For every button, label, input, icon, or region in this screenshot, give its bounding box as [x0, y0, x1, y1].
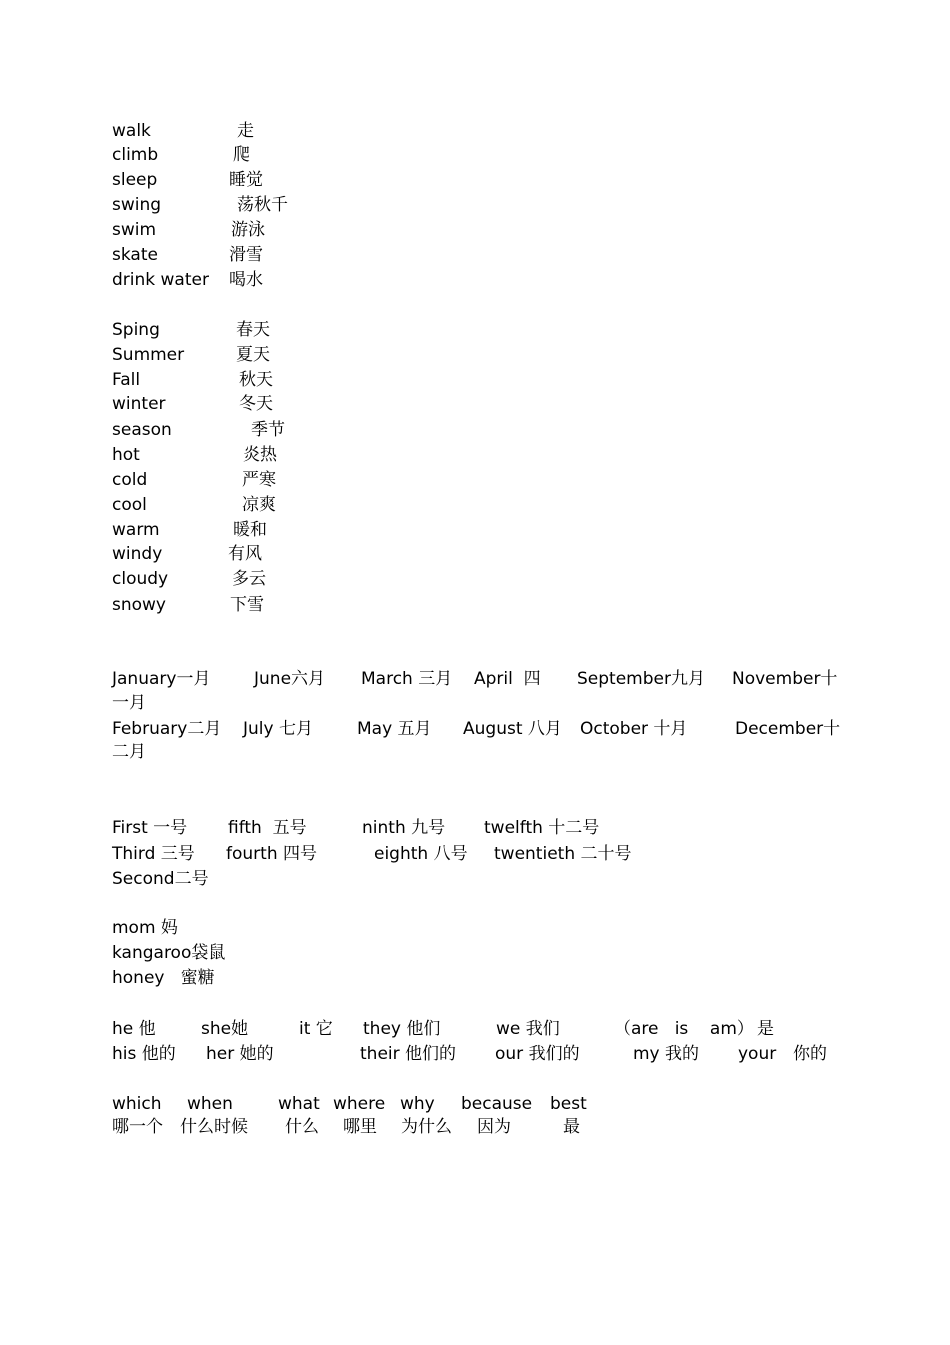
question-zh: 哪一个: [112, 1117, 163, 1137]
month-item: June六月: [254, 669, 326, 689]
question-en: what: [278, 1094, 320, 1114]
season-zh: 凉爽: [242, 495, 276, 515]
season-zh: 暖和: [233, 520, 267, 540]
question-zh: 为什么: [401, 1117, 452, 1137]
pronoun-item: my 我的: [633, 1044, 700, 1064]
season-en: cool: [112, 495, 147, 515]
season-en: snowy: [112, 595, 166, 615]
month-item: January一月: [112, 669, 211, 689]
question-en: when: [187, 1094, 233, 1114]
noun-item: mom 妈: [112, 918, 178, 938]
season-zh: 严寒: [242, 470, 276, 490]
verb-en: drink water: [112, 270, 209, 290]
season-en: Fall: [112, 370, 141, 390]
verb-zh: 爬: [233, 145, 250, 165]
season-zh: 炎热: [243, 445, 277, 465]
question-zh: 什么: [285, 1117, 319, 1137]
pronoun-item: their 他们的: [360, 1044, 457, 1064]
season-en: cloudy: [112, 569, 169, 589]
season-en: Summer: [112, 345, 185, 365]
verb-en: walk: [112, 121, 151, 141]
verb-en: climb: [112, 145, 159, 165]
pronoun-item: his 他的: [112, 1044, 176, 1064]
question-en: best: [550, 1094, 587, 1114]
ordinal-item: eighth 八号: [374, 844, 468, 864]
season-zh: 春天: [236, 320, 270, 340]
season-zh: 秋天: [239, 370, 273, 390]
pronoun-item: her 她的: [206, 1044, 274, 1064]
question-zh: 哪里: [343, 1117, 377, 1137]
pronoun-item: he 他: [112, 1019, 156, 1039]
season-en: season: [112, 420, 172, 440]
season-zh: 季节: [251, 420, 285, 440]
verb-zh: 睡觉: [229, 170, 263, 190]
pronoun-item: your: [738, 1044, 777, 1064]
ordinal-item: ninth 九号: [362, 818, 446, 838]
month-item: July 七月: [243, 719, 313, 739]
verb-en: sleep: [112, 170, 158, 190]
month-item: September九月: [577, 669, 705, 689]
pronoun-item: （are is am）: [614, 1019, 754, 1039]
noun-item: honey 蜜糖: [112, 968, 215, 988]
ordinal-item: fourth 四号: [226, 844, 317, 864]
season-zh: 夏天: [236, 345, 270, 365]
ordinal-item: fifth 五号: [228, 818, 307, 838]
season-zh: 有风: [228, 544, 262, 564]
pronoun-item: she她: [201, 1019, 249, 1039]
month-item: October 十月: [580, 719, 688, 739]
month-item: March 三月: [361, 669, 453, 689]
month-item: August 八月: [463, 719, 562, 739]
verb-en: skate: [112, 245, 158, 265]
season-zh: 下雪: [230, 595, 264, 615]
ordinal-item: twelfth 十二号: [484, 818, 600, 838]
noun-item: kangaroo袋鼠: [112, 943, 226, 963]
season-en: Sping: [112, 320, 160, 340]
month-item: November十: [732, 669, 838, 689]
verb-zh: 走: [237, 121, 254, 141]
month-item: May 五月: [357, 719, 432, 739]
month-wrap: 二月: [112, 742, 146, 762]
pronoun-item: 你的: [793, 1044, 827, 1064]
pronoun-item: our 我们的: [495, 1044, 580, 1064]
question-zh: 最: [563, 1117, 580, 1137]
verb-zh: 喝水: [229, 270, 263, 290]
month-item: February二月: [112, 719, 222, 739]
season-zh: 多云: [232, 569, 266, 589]
pronoun-item: they 他们: [363, 1019, 441, 1039]
ordinal-item: Third 三号: [112, 844, 195, 864]
pronoun-item: it 它: [299, 1019, 333, 1039]
season-en: warm: [112, 520, 160, 540]
verb-en: swim: [112, 220, 157, 240]
verb-zh: 游泳: [231, 220, 265, 240]
season-en: winter: [112, 394, 166, 414]
ordinal-item: Second二号: [112, 869, 209, 889]
month-item: April 四: [474, 669, 541, 689]
question-en: which: [112, 1094, 162, 1114]
pronoun-item: 是: [757, 1019, 774, 1039]
season-en: cold: [112, 470, 148, 490]
month-wrap: 一月: [112, 693, 146, 713]
season-en: windy: [112, 544, 163, 564]
question-en: where: [333, 1094, 386, 1114]
pronoun-item: we 我们: [496, 1019, 560, 1039]
question-zh: 因为: [477, 1117, 511, 1137]
verb-zh: 荡秋千: [237, 195, 288, 215]
question-en: because: [461, 1094, 533, 1114]
verb-zh: 滑雪: [229, 245, 263, 265]
ordinal-item: twentieth 二十号: [494, 844, 632, 864]
season-zh: 冬天: [239, 394, 273, 414]
season-en: hot: [112, 445, 140, 465]
question-en: why: [400, 1094, 435, 1114]
ordinal-item: First 一号: [112, 818, 188, 838]
question-zh: 什么时候: [180, 1117, 248, 1137]
verb-en: swing: [112, 195, 162, 215]
month-item: December十: [735, 719, 841, 739]
